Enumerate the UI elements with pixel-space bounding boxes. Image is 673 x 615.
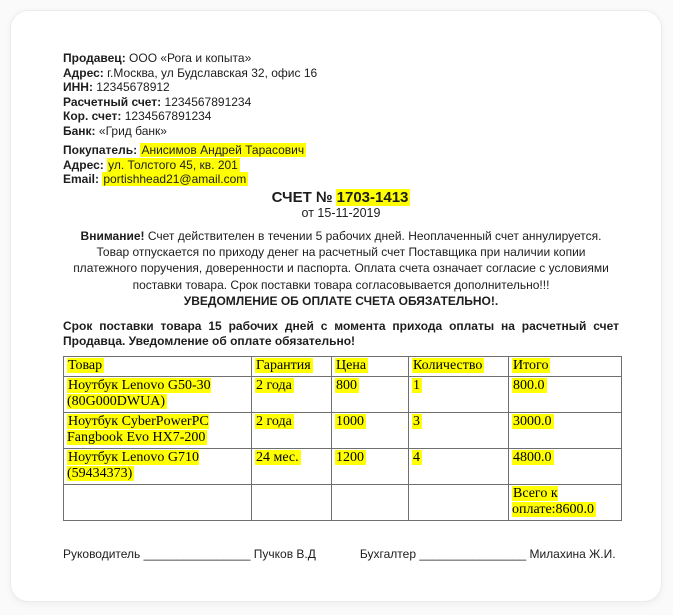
goods-table-cell [509, 376, 622, 412]
buyer-label: Покупатель: [63, 143, 141, 157]
warning-lead: Внимание! [80, 228, 145, 243]
seller-value: 12345678912 [96, 80, 170, 94]
delivery-note: Срок поставки товара 15 рабочих дней с момента прихода оплаты на расчетный счет Продавца. Уведомление об оплате обязательно! [63, 318, 619, 349]
seller-value: ООО «Рога и копыта» [129, 51, 252, 65]
goods-table-header-row [64, 356, 622, 376]
goods-table-cell [64, 448, 252, 484]
goods-table-row [64, 448, 622, 484]
goods-table-cell [409, 376, 509, 412]
goods-table-header-cell [509, 356, 622, 376]
buyer-value: ул. Толстого 45, кв. 201 [108, 157, 238, 172]
goods-table-cell [252, 412, 332, 448]
buyer-label: Адрес: [63, 157, 108, 172]
goods-table-cell [252, 448, 332, 484]
goods-table-cell [409, 412, 509, 448]
invoice-title [63, 189, 619, 206]
highlighted-cell-text: Товар [68, 357, 103, 373]
payment-notice: УВЕДОМЛЕНИЕ ОБ ОПЛАТЕ СЧЕТА ОБЯЗАТЕЛЬНО!. [183, 294, 499, 309]
highlighted-cell-text: Количество [413, 357, 483, 373]
highlighted-cell-text: 2 года [256, 377, 292, 393]
seller-info-block [63, 51, 619, 138]
seller-line [63, 124, 619, 139]
highlighted-cell-text: 3000.0 [513, 413, 552, 429]
goods-table-cell [332, 484, 409, 520]
highlighted-cell-text: 1000 [336, 413, 364, 429]
seller-line [63, 51, 619, 66]
buyer-value: portishhead21@amail.com [103, 172, 247, 186]
invoice-number: 1703-1413 [336, 188, 409, 206]
highlighted-cell-text: 800 [336, 377, 357, 393]
seller-value: 1234567891234 [124, 109, 212, 123]
seller-value: г.Москва, ул Будславская 32, офис 16 [107, 65, 318, 80]
goods-table-cell [64, 484, 252, 520]
signature-line: ________________ [419, 546, 530, 561]
signature-role: Руководитель [63, 546, 144, 561]
goods-table-cell [509, 412, 622, 448]
highlighted-cell-text: Ноутбук Lenovo G710 (59434373) [67, 449, 199, 481]
goods-table-cell [64, 376, 252, 412]
seller-label: Расчетный счет: [63, 94, 165, 109]
buyer-line [63, 143, 619, 158]
highlighted-cell-text: 1 [413, 377, 420, 393]
goods-table-header-cell [409, 356, 509, 376]
goods-table-header-cell [252, 356, 332, 376]
seller-line [63, 80, 619, 95]
highlighted-cell-text: 2 года [256, 413, 292, 429]
signature-name: Пучков В.Д [253, 546, 316, 561]
invoice-title-prefix: СЧЕТ № [271, 188, 333, 206]
signature-block [63, 547, 316, 562]
signature-block [360, 547, 616, 562]
buyer-value: Анисимов Андрей Тарасович [141, 143, 305, 157]
goods-table-cell [409, 448, 509, 484]
highlighted-cell-text: 800.0 [513, 377, 545, 393]
highlighted-cell-text: 4800.0 [513, 449, 552, 465]
highlighted-cell-text: 24 мес. [256, 449, 299, 465]
highlighted-cell-text: Ноутбук CyberPowerPC Fangbook Evo HX7-200 [67, 413, 209, 445]
highlighted-cell-text: 4 [413, 449, 420, 465]
seller-label: Адрес: [63, 65, 108, 80]
goods-table-cell [252, 484, 332, 520]
goods-table [63, 356, 622, 521]
goods-table-row [64, 412, 622, 448]
seller-label: Банк: [63, 123, 99, 138]
buyer-label: Email: [63, 172, 103, 186]
warning-body [63, 228, 619, 294]
goods-table-row [64, 484, 622, 520]
seller-label: Кор. счет: [63, 109, 125, 123]
buyer-line [63, 172, 619, 187]
buyer-line [63, 158, 619, 173]
highlighted-cell-text: Ноутбук Lenovo G50-30 (80G000DWUA) [67, 377, 211, 409]
signature-role: Бухгалтер [359, 546, 420, 561]
highlighted-cell-text: 3 [413, 413, 420, 429]
invoice-document [10, 10, 662, 602]
signature-row [63, 547, 619, 562]
goods-table-cell [509, 484, 622, 520]
seller-line [63, 109, 619, 124]
goods-table-header-cell [332, 356, 409, 376]
goods-table-cell [64, 412, 252, 448]
highlighted-cell-text: Всего к оплате:8600.0 [512, 485, 595, 517]
signature-line: ________________ [143, 546, 254, 561]
invoice-content [11, 11, 661, 562]
buyer-info-block [63, 143, 619, 187]
goods-table-cell [409, 484, 509, 520]
goods-table-cell [509, 448, 622, 484]
goods-table-cell [332, 412, 409, 448]
signature-name: Милахина Ж.И. [529, 546, 616, 561]
highlighted-cell-text: 1200 [336, 449, 364, 465]
goods-table-header-cell [64, 356, 252, 376]
highlighted-cell-text: Гарантия [256, 357, 311, 373]
warning-paragraph [63, 228, 619, 310]
goods-table-cell [332, 448, 409, 484]
goods-table-row [64, 376, 622, 412]
seller-line [63, 66, 619, 81]
seller-line [63, 95, 619, 110]
highlighted-cell-text: Итого [513, 357, 549, 373]
warning-body-text: Счет действителен в течении 5 рабочих дней. Неоплаченный счет аннулируется. Товар отпускается по приходу денег на расчетный счет Поставщика при наличии копии платежного поручения, доверенности и паспорта. Оплата счета означает согласие с условиями поставки товара. Срок поставки товара согласовывается дополнительно!!! [73, 228, 609, 292]
goods-table-cell [252, 376, 332, 412]
seller-value: 1234567891234 [164, 94, 252, 109]
invoice-date: от 15-11-2019 [301, 205, 381, 220]
goods-table-cell [332, 376, 409, 412]
highlighted-cell-text: Цена [336, 357, 367, 373]
seller-label: Продавец: [63, 51, 130, 65]
seller-value: «Грид банк» [98, 123, 167, 138]
seller-label: ИНН: [63, 80, 97, 94]
